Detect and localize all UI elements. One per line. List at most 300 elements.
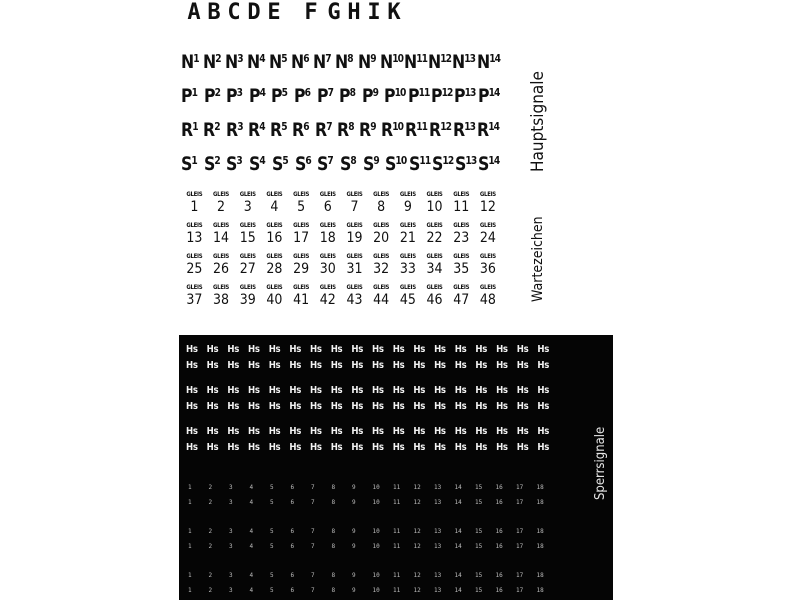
signal-letter: P [181, 85, 192, 107]
gleis-number: 20 [373, 230, 390, 246]
hs-mark: Hs [310, 360, 322, 371]
gleis-cell [368, 253, 395, 284]
small-number: 9 [352, 543, 356, 550]
signal-cell [295, 146, 316, 180]
gleis-word: GLEIS [213, 222, 229, 229]
signal-cell [428, 44, 450, 78]
signal-letter: P [361, 85, 373, 107]
small-number: 14 [454, 499, 462, 506]
hs-mark: Hs [372, 360, 384, 371]
small-number: 3 [229, 587, 233, 594]
hs-mark: Hs [186, 360, 198, 371]
small-number: 10 [372, 528, 380, 535]
gleis-number: 35 [453, 261, 470, 277]
gleis-word: GLEIS [479, 222, 496, 229]
hs-row [186, 342, 558, 358]
gleis-number: 21 [399, 230, 416, 246]
signal-letter: S [477, 153, 489, 175]
small-number: 17 [516, 484, 524, 491]
signal-letter: P [316, 85, 328, 107]
hs-mark: Hs [310, 426, 322, 437]
gleis-number: 10 [426, 199, 443, 215]
hs-mark: Hs [206, 360, 219, 371]
signal-letter: S [340, 153, 351, 175]
small-number: 14 [454, 484, 462, 491]
letter: F [304, 0, 318, 25]
signal-number: 13 [464, 52, 476, 65]
signal-letter: N [291, 51, 304, 73]
signal-cell [225, 44, 245, 78]
gleis-word: GLEIS [479, 191, 496, 198]
gleis-cell [448, 191, 475, 222]
signal-number: 5 [282, 154, 288, 167]
gleis-word: GLEIS [479, 253, 496, 260]
small-number: 6 [290, 528, 295, 535]
small-number: 10 [372, 572, 380, 579]
gleis-cell [181, 191, 208, 222]
gleis-cell [261, 191, 288, 222]
gleis-cell [288, 191, 315, 222]
gleis-cell [314, 191, 341, 222]
signal-number: 13 [465, 154, 476, 167]
hauptsignale-label: Hauptsignale [528, 71, 548, 172]
hs-grid [186, 342, 558, 465]
gleis-word: GLEIS [186, 222, 203, 229]
gleis-cell [261, 253, 288, 284]
small-number: 14 [454, 528, 462, 535]
hs-mark: Hs [206, 442, 219, 453]
small-number: 13 [434, 499, 442, 506]
signal-cell [317, 78, 338, 112]
signal-letter: R [336, 119, 348, 141]
signal-row [181, 112, 501, 146]
gleis-row [181, 284, 503, 315]
hs-mark: Hs [413, 401, 426, 412]
hauptsignale-grid [181, 44, 501, 180]
hs-mark: Hs [289, 442, 302, 453]
signal-number: 2 [214, 86, 220, 99]
small-number: 3 [229, 543, 233, 550]
hs-mark: Hs [310, 442, 322, 453]
small-number: 10 [372, 587, 380, 594]
small-number: 3 [229, 484, 233, 491]
hs-mark: Hs [537, 401, 550, 412]
signal-number: 6 [304, 86, 311, 99]
gleis-cell [395, 222, 422, 253]
hs-mark: Hs [330, 344, 343, 355]
gleis-word: GLEIS [266, 191, 283, 198]
signal-number: 3 [236, 154, 243, 167]
small-number: 3 [229, 499, 233, 506]
gleis-word: GLEIS [373, 253, 390, 260]
small-number: 5 [270, 572, 274, 579]
signal-row [181, 44, 501, 78]
signal-number: 9 [370, 120, 376, 133]
gleis-number: 46 [426, 292, 443, 308]
signal-cell [271, 78, 292, 112]
hs-mark: Hs [454, 385, 467, 396]
signal-cell [272, 146, 293, 180]
hs-mark: Hs [392, 385, 405, 396]
small-number: 8 [331, 543, 336, 550]
signal-number: 1 [192, 120, 198, 133]
small-number: 2 [208, 572, 213, 579]
gleis-number: 27 [239, 261, 256, 277]
signal-cell [181, 44, 201, 78]
signal-number: 2 [214, 154, 220, 167]
signal-letter: P [384, 85, 396, 107]
signal-number: 13 [464, 120, 476, 133]
gleis-number: 22 [426, 230, 443, 246]
small-number: 9 [352, 587, 356, 594]
signal-letter: P [407, 85, 419, 107]
gleis-number: 28 [266, 261, 283, 277]
gleis-cell [181, 284, 208, 315]
small-number: 7 [311, 499, 315, 506]
signal-cell [226, 112, 246, 146]
signal-number: 4 [259, 154, 265, 167]
wartezeichen-label: Wartezeichen [530, 216, 546, 302]
small-number: 13 [434, 543, 442, 550]
signal-number: 10 [392, 120, 404, 133]
hs-mark: Hs [475, 401, 488, 412]
signal-cell [181, 78, 202, 112]
small-number: 9 [352, 528, 356, 535]
signal-number: 7 [325, 52, 332, 65]
signal-letter: N [428, 51, 441, 73]
signal-cell [335, 44, 355, 78]
gleis-number: 42 [319, 292, 336, 308]
small-row [188, 583, 558, 598]
gleis-number: 30 [319, 261, 336, 277]
gleis-word: GLEIS [186, 253, 203, 260]
wartezeichen-grid [181, 191, 503, 315]
hs-row [186, 358, 558, 374]
signal-cell [455, 146, 476, 180]
hs-row [186, 383, 558, 399]
signal-letter: S [203, 153, 215, 175]
gleis-cell [181, 222, 208, 253]
small-number: 7 [311, 484, 315, 491]
gleis-word: GLEIS [426, 253, 443, 260]
signal-letter: R [453, 119, 465, 141]
small-number: 4 [249, 484, 254, 491]
small-number: 15 [475, 499, 483, 506]
small-number: 11 [393, 528, 401, 535]
hs-mark: Hs [475, 344, 488, 355]
letter: E [267, 0, 281, 25]
signal-letter: N [452, 51, 465, 73]
signal-number: 1 [191, 154, 197, 167]
signal-number: 10 [395, 86, 406, 99]
small-number: 7 [311, 572, 315, 579]
hs-row [186, 424, 558, 440]
signal-number: 6 [303, 120, 309, 133]
signal-cell [204, 146, 225, 180]
gleis-word: GLEIS [266, 222, 283, 229]
signal-cell [340, 146, 361, 180]
gleis-number: 9 [403, 199, 412, 215]
hs-mark: Hs [330, 426, 343, 437]
hs-mark: Hs [413, 344, 426, 355]
small-number: 4 [249, 587, 254, 594]
hs-mark: Hs [372, 344, 384, 355]
gleis-row [181, 191, 503, 222]
small-number: 17 [516, 572, 524, 579]
small-number: 13 [434, 528, 442, 535]
small-number: 12 [413, 484, 421, 491]
gleis-cell [261, 284, 288, 315]
signal-cell [226, 78, 247, 112]
gleis-number: 14 [213, 230, 230, 246]
small-number: 8 [331, 484, 336, 491]
gleis-number: 23 [453, 230, 470, 246]
small-number: 12 [413, 499, 421, 506]
small-number: 7 [311, 543, 315, 550]
hs-mark: Hs [496, 401, 508, 412]
gleis-word: GLEIS [239, 253, 256, 260]
signal-letter: N [476, 51, 489, 73]
hs-mark: Hs [351, 442, 364, 453]
signal-number: 4 [259, 86, 265, 99]
hs-mark: Hs [186, 401, 198, 412]
hs-mark: Hs [516, 344, 529, 355]
small-number: 6 [290, 587, 295, 594]
hs-row [186, 399, 558, 415]
small-number: 2 [208, 587, 213, 594]
signal-cell [247, 44, 267, 78]
hs-mark: Hs [310, 401, 322, 412]
signal-cell [358, 44, 378, 78]
hs-mark: Hs [496, 442, 508, 453]
gleis-number: 12 [479, 199, 496, 215]
hs-mark: Hs [310, 344, 322, 355]
gleis-number: 32 [373, 261, 390, 277]
small-number: 13 [434, 484, 442, 491]
small-number: 10 [372, 484, 380, 491]
gleis-number: 33 [399, 261, 416, 277]
small-number: 1 [188, 543, 192, 550]
small-number: 2 [208, 484, 213, 491]
signal-number: 5 [281, 52, 287, 65]
hs-mark: Hs [289, 401, 302, 412]
small-row [188, 480, 558, 495]
small-number: 3 [229, 528, 233, 535]
gleis-cell [395, 253, 422, 284]
small-number: 11 [393, 572, 401, 579]
gleis-cell [208, 191, 235, 222]
signal-cell [291, 44, 311, 78]
signal-letter: P [294, 85, 305, 107]
small-number: 15 [475, 587, 483, 594]
gleis-number: 15 [239, 230, 256, 246]
gleis-cell [341, 191, 368, 222]
gleis-word: GLEIS [239, 284, 256, 291]
hs-mark: Hs [392, 344, 405, 355]
hs-mark: Hs [413, 385, 426, 396]
signal-cell [478, 78, 499, 112]
gleis-number: 4 [270, 199, 279, 215]
hs-mark: Hs [206, 426, 219, 437]
gleis-cell [421, 222, 448, 253]
hs-mark: Hs [186, 426, 198, 437]
gleis-word: GLEIS [213, 284, 229, 291]
signal-letter: N [357, 51, 370, 73]
signal-cell [454, 78, 475, 112]
gleis-cell [234, 222, 261, 253]
small-number: 11 [393, 543, 401, 550]
gleis-word: GLEIS [373, 222, 390, 229]
small-number: 1 [188, 484, 192, 491]
hs-mark: Hs [496, 426, 508, 437]
signal-number: 1 [193, 52, 199, 65]
hs-mark: Hs [454, 401, 467, 412]
small-number: 11 [393, 587, 401, 594]
sperrsignale-label: Sperrsignale [593, 426, 608, 500]
gleis-number: 44 [373, 292, 390, 308]
signal-letter: R [270, 119, 282, 141]
signal-number: 8 [350, 154, 356, 167]
small-number: 5 [270, 484, 274, 491]
small-number: 5 [270, 587, 274, 594]
small-number: 1 [188, 572, 192, 579]
signal-cell [248, 112, 268, 146]
gleis-cell [475, 284, 502, 315]
hs-mark: Hs [537, 426, 550, 437]
signal-letter: R [292, 119, 304, 141]
gleis-number: 7 [350, 199, 359, 215]
signal-number: 9 [372, 86, 378, 99]
signal-number: 11 [416, 52, 427, 65]
hs-mark: Hs [496, 344, 508, 355]
signal-cell [478, 146, 499, 180]
hs-mark: Hs [454, 360, 467, 371]
hs-mark: Hs [206, 385, 219, 396]
small-number: 6 [290, 572, 295, 579]
small-number-grid [188, 480, 558, 612]
hs-mark: Hs [330, 442, 343, 453]
gleis-number: 29 [293, 261, 310, 277]
signal-number: 3 [237, 52, 243, 65]
hs-mark: Hs [351, 360, 364, 371]
small-number: 9 [352, 572, 356, 579]
gleis-number: 48 [479, 292, 496, 308]
gleis-word: GLEIS [293, 284, 310, 291]
letter: A [187, 0, 201, 25]
signal-letter: N [379, 51, 392, 73]
small-number: 8 [331, 499, 336, 506]
hs-mark: Hs [516, 385, 529, 396]
signal-cell [294, 78, 315, 112]
gleis-cell [341, 284, 368, 315]
small-number: 12 [413, 543, 421, 550]
gleis-number: 47 [453, 292, 470, 308]
signal-number: 1 [191, 86, 198, 99]
signal-letter: N [269, 51, 282, 73]
hs-mark: Hs [454, 442, 467, 453]
gleis-cell [314, 284, 341, 315]
small-number: 6 [290, 484, 295, 491]
gleis-word: GLEIS [319, 191, 336, 198]
hs-mark: Hs [434, 442, 446, 453]
signal-cell [431, 78, 452, 112]
hs-mark: Hs [372, 401, 384, 412]
signal-letter: S [226, 153, 237, 175]
gleis-number: 31 [346, 261, 363, 277]
signal-number: 5 [282, 86, 288, 99]
hs-mark: Hs [434, 401, 446, 412]
gleis-cell [288, 253, 315, 284]
gleis-word: GLEIS [319, 222, 336, 229]
hs-mark: Hs [434, 360, 446, 371]
hs-mark: Hs [227, 344, 239, 355]
signal-letter: N [403, 51, 417, 73]
signal-letter: S [294, 153, 306, 175]
gleis-row [181, 253, 503, 284]
gleis-number: 34 [426, 261, 443, 277]
gleis-cell [448, 253, 475, 284]
hs-mark: Hs [454, 344, 467, 355]
gleis-word: GLEIS [399, 253, 416, 260]
signal-number: 8 [347, 120, 354, 133]
signal-letter: P [203, 85, 215, 107]
gleis-number: 43 [346, 292, 363, 308]
signal-letter: R [429, 119, 441, 141]
gleis-number: 38 [213, 292, 230, 308]
hs-mark: Hs [496, 385, 508, 396]
hs-mark: Hs [248, 426, 260, 437]
gleis-cell [395, 191, 422, 222]
signal-number: 4 [259, 52, 265, 65]
signal-number: 14 [488, 120, 500, 133]
gleis-word: GLEIS [186, 284, 203, 291]
letter: C [227, 0, 241, 25]
hs-mark: Hs [268, 385, 281, 396]
signal-cell [429, 112, 451, 146]
small-number: 9 [352, 499, 356, 506]
hs-mark: Hs [330, 360, 343, 371]
signal-letter: P [226, 85, 237, 107]
gleis-cell [475, 222, 502, 253]
small-number: 11 [393, 484, 401, 491]
letter: G [327, 0, 341, 25]
small-row [188, 495, 558, 510]
gleis-number: 45 [399, 292, 416, 308]
gleis-cell [368, 284, 395, 315]
gleis-word: GLEIS [319, 284, 336, 291]
signal-cell [270, 112, 290, 146]
small-number: 18 [536, 543, 544, 550]
hs-mark: Hs [392, 360, 405, 371]
signal-number: 12 [441, 86, 453, 99]
gleis-word: GLEIS [453, 284, 470, 291]
signal-letter: N [247, 51, 260, 73]
signal-letter: R [225, 119, 237, 141]
signal-cell [249, 146, 270, 180]
gleis-word: GLEIS [186, 191, 203, 198]
gleis-number: 13 [186, 230, 203, 246]
hs-mark: Hs [227, 401, 239, 412]
hs-mark: Hs [227, 442, 239, 453]
hs-mark: Hs [392, 401, 405, 412]
hs-mark: Hs [372, 442, 384, 453]
signal-cell [181, 146, 202, 180]
signal-cell [269, 44, 289, 78]
small-number: 3 [229, 572, 233, 579]
small-number: 5 [270, 528, 274, 535]
gleis-cell [341, 222, 368, 253]
gleis-cell [448, 284, 475, 315]
